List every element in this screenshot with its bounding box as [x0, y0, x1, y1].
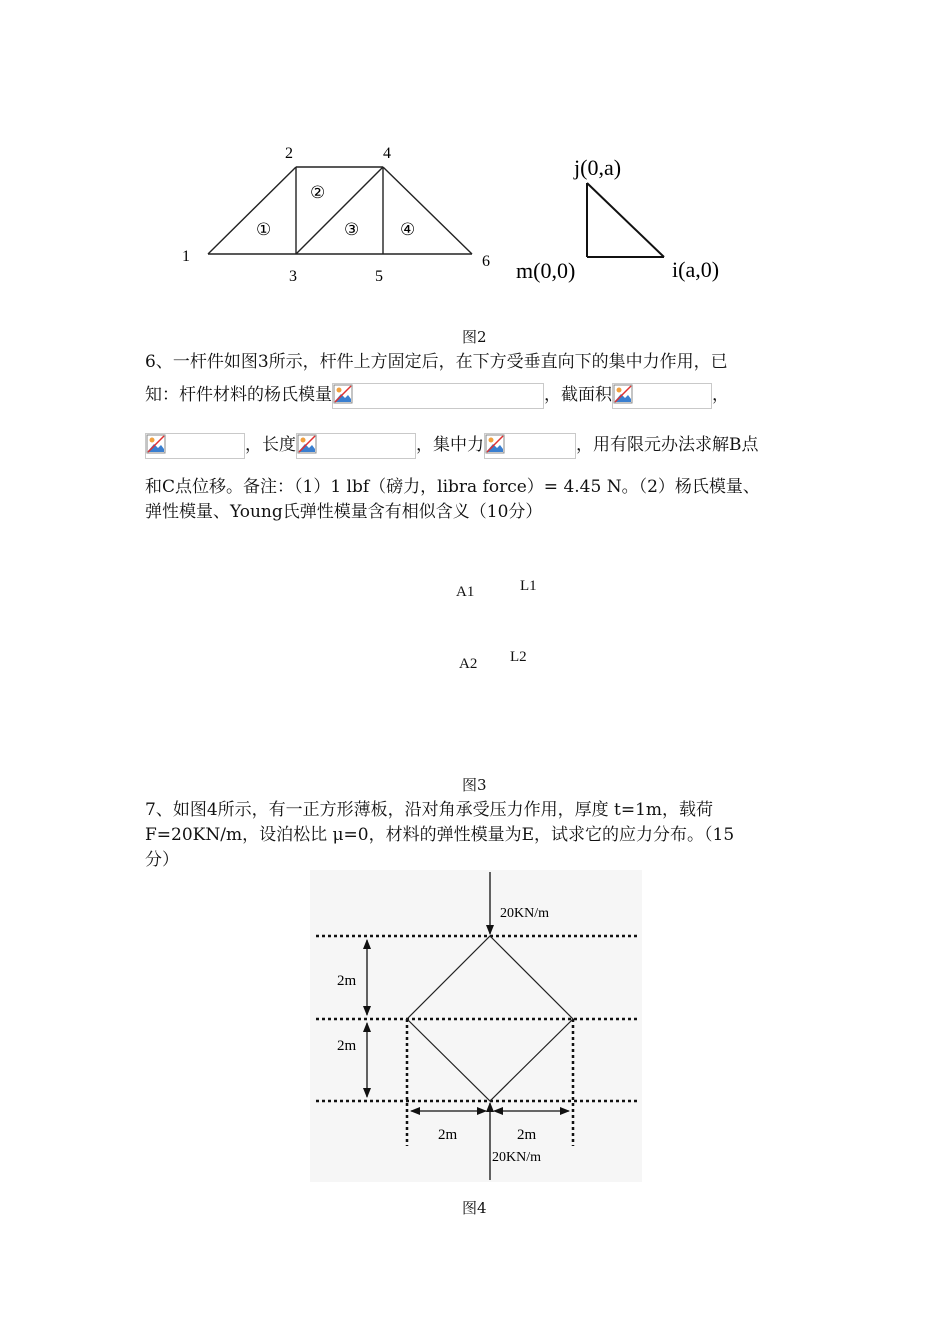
- element-2: ②: [310, 183, 326, 202]
- fig3-label-L2: L2: [510, 649, 527, 665]
- q6-line5: 弹性模量、Young氏弹性模量含有相似含义（10分）: [145, 502, 543, 522]
- q6-line1: 6、一杆件如图3所示，杆件上方固定后，在下方受垂直向下的集中力作用，已: [145, 352, 728, 372]
- figure2-truss: [170, 140, 510, 290]
- dim-h2-label: 2m: [517, 1127, 537, 1143]
- figure4-plate: [310, 870, 642, 1182]
- q6-line2-end: ，: [712, 385, 729, 405]
- q6-line3-sep2: ，集中力: [416, 435, 484, 455]
- node-5: 5: [375, 268, 383, 285]
- node-2: 2: [285, 145, 293, 162]
- node-1: 1: [182, 248, 190, 265]
- force-image: [484, 433, 576, 459]
- load-bottom-label: 20KN/m: [492, 1150, 541, 1165]
- youngs-modulus-image: [332, 383, 544, 409]
- node-6: 6: [482, 253, 490, 270]
- broken-image-icon: [485, 434, 505, 454]
- q7-line3: 分）: [145, 850, 179, 870]
- area-image: [612, 383, 712, 409]
- q6-line2-mid: ，截面积: [544, 385, 612, 405]
- figure3-caption: 图3: [462, 776, 487, 794]
- q7-line2: F=20KN/m，设泊松比 μ=0，材料的弹性模量为E，试求它的应力分布。（15: [145, 825, 735, 845]
- q6-line4: 和C点位移。备注：（1）1 lbf（磅力，libra force）= 4.45 N。（2）杨氏模量、: [145, 477, 760, 497]
- q6-line3-end: ，用有限元办法求解B点: [576, 435, 759, 455]
- figure2-caption: 图2: [462, 328, 487, 346]
- q6-line2: [145, 382, 810, 409]
- load-top-label: 20KN/m: [500, 906, 549, 921]
- fig3-label-A2: A2: [459, 656, 478, 672]
- q6-line3-sep1: ，长度: [245, 435, 296, 455]
- figure4-caption: 图4: [462, 1199, 487, 1217]
- length-image: [296, 433, 416, 459]
- element-4: ④: [400, 220, 416, 239]
- q6-line3: [145, 432, 810, 459]
- element-3: ③: [344, 220, 360, 239]
- broken-image-icon: [333, 384, 353, 404]
- node-4: 4: [383, 145, 391, 162]
- fig3-label-L1: L1: [520, 578, 537, 594]
- broken-image-icon: [297, 434, 317, 454]
- value-image-1: [145, 433, 245, 459]
- q7-line1: 7、如图4所示，有一正方形薄板，沿对角承受压力作用，厚度 t=1m，载荷: [145, 800, 714, 820]
- dim-h1-label: 2m: [438, 1127, 458, 1143]
- broken-image-icon: [613, 384, 633, 404]
- node-3: 3: [289, 268, 297, 285]
- dim-v2-label: 2m: [337, 1038, 357, 1054]
- broken-image-icon: [146, 434, 166, 454]
- element-1: ①: [256, 220, 272, 239]
- figure2-triangle: [510, 150, 740, 290]
- q6-line2-prefix: 知：杆件材料的杨氏模量: [145, 385, 332, 405]
- label-m: m(0,0): [516, 258, 576, 283]
- fig3-label-A1: A1: [456, 584, 475, 600]
- label-i: i(a,0): [672, 257, 720, 282]
- label-j: j(0,a): [574, 155, 622, 180]
- dim-v1-label: 2m: [337, 973, 357, 989]
